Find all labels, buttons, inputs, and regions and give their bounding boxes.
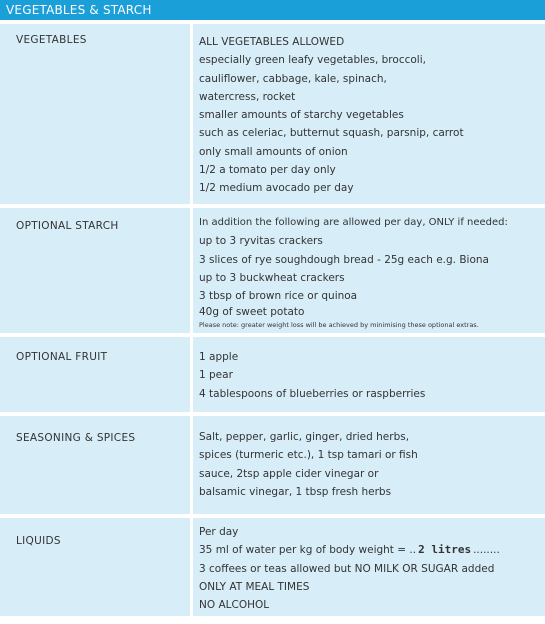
content-line: smaller amounts of starchy vegetables (199, 109, 404, 122)
water-intake-value: 2 litres (418, 543, 472, 557)
content-line: 1 pear (199, 369, 233, 382)
content-line: 40g of sweet potato (199, 306, 305, 319)
content-line: 4 tablespoons of blueberries or raspberries (199, 387, 426, 400)
column-divider (190, 337, 193, 412)
content-line: 3 coffees or teas allowed but NO MILK OR SUGAR added (199, 562, 495, 575)
row-optional-fruit (0, 337, 545, 412)
row-label: OPTIONAL FRUIT (16, 351, 108, 363)
row-seasoning-spices (0, 416, 545, 514)
content-line: NO ALCOHOL (199, 599, 270, 612)
content-line: 3 slices of rye soughdough bread - 25g each e.g. Biona (199, 253, 489, 266)
column-divider (190, 416, 193, 514)
column-divider (190, 24, 193, 204)
content-line: spices (turmeric etc.), 1 tsp tamari or fish (199, 449, 418, 462)
column-divider (190, 518, 193, 616)
water-intake-text: 35 ml of water per kg of body weight = (199, 544, 407, 557)
row-content (199, 523, 541, 614)
row-content (199, 214, 545, 330)
content-line: sauce, 2tsp apple cider vinegar or (199, 467, 379, 480)
content-line: In addition the following are allowed per day, ONLY if needed: (199, 217, 508, 228)
row-content (199, 33, 541, 198)
content-line: watercress, rocket (199, 90, 296, 103)
row-label: LIQUIDS (16, 535, 61, 547)
content-line: up to 3 buckwheat crackers (199, 271, 345, 284)
content-line: 1/2 a tomato per day only (199, 164, 336, 177)
content-line: Salt, pepper, garlic, ginger, dried herbs, (199, 431, 410, 443)
row-label: SEASONING & SPICES (16, 432, 136, 444)
row-label: VEGETABLES (16, 34, 87, 46)
content-line: cauliflower, cabbage, kale, spinach, (199, 72, 387, 85)
row-label: OPTIONAL STARCH (16, 220, 119, 232)
content-line: ALL VEGETABLES ALLOWED (199, 36, 345, 48)
column-divider (190, 208, 193, 333)
content-line: 1 apple (199, 351, 239, 363)
content-note: Please note: greater weight loss will be achieved by minimising these optional extras. (199, 321, 479, 330)
content-line: especially green leafy vegetables, broccoli, (199, 54, 426, 67)
row-content (199, 348, 541, 403)
water-intake-line (199, 541, 541, 559)
content-line: 3 tbsp of brown rice or quinoa (199, 290, 358, 303)
content-line: such as celeriac, butternut squash, parsnip, carrot (199, 127, 464, 140)
content-line: 1/2 medium avocado per day (199, 182, 354, 195)
content-line: ONLY AT MEAL TIMES (199, 580, 310, 593)
content-line: up to 3 ryvitas crackers (199, 235, 323, 248)
content-line: balsamic vinegar, 1 tbsp fresh herbs (199, 485, 392, 498)
row-vegetables (0, 24, 545, 204)
section-header: VEGETABLES & STARCH (0, 0, 545, 20)
water-trail-dots: ........ (473, 544, 500, 557)
row-content (199, 428, 541, 501)
row-liquids (0, 518, 545, 616)
water-lead-dots: .. (409, 544, 417, 557)
row-optional-starch (0, 208, 545, 333)
content-line: Per day (199, 526, 239, 538)
content-line: only small amounts of onion (199, 145, 348, 158)
